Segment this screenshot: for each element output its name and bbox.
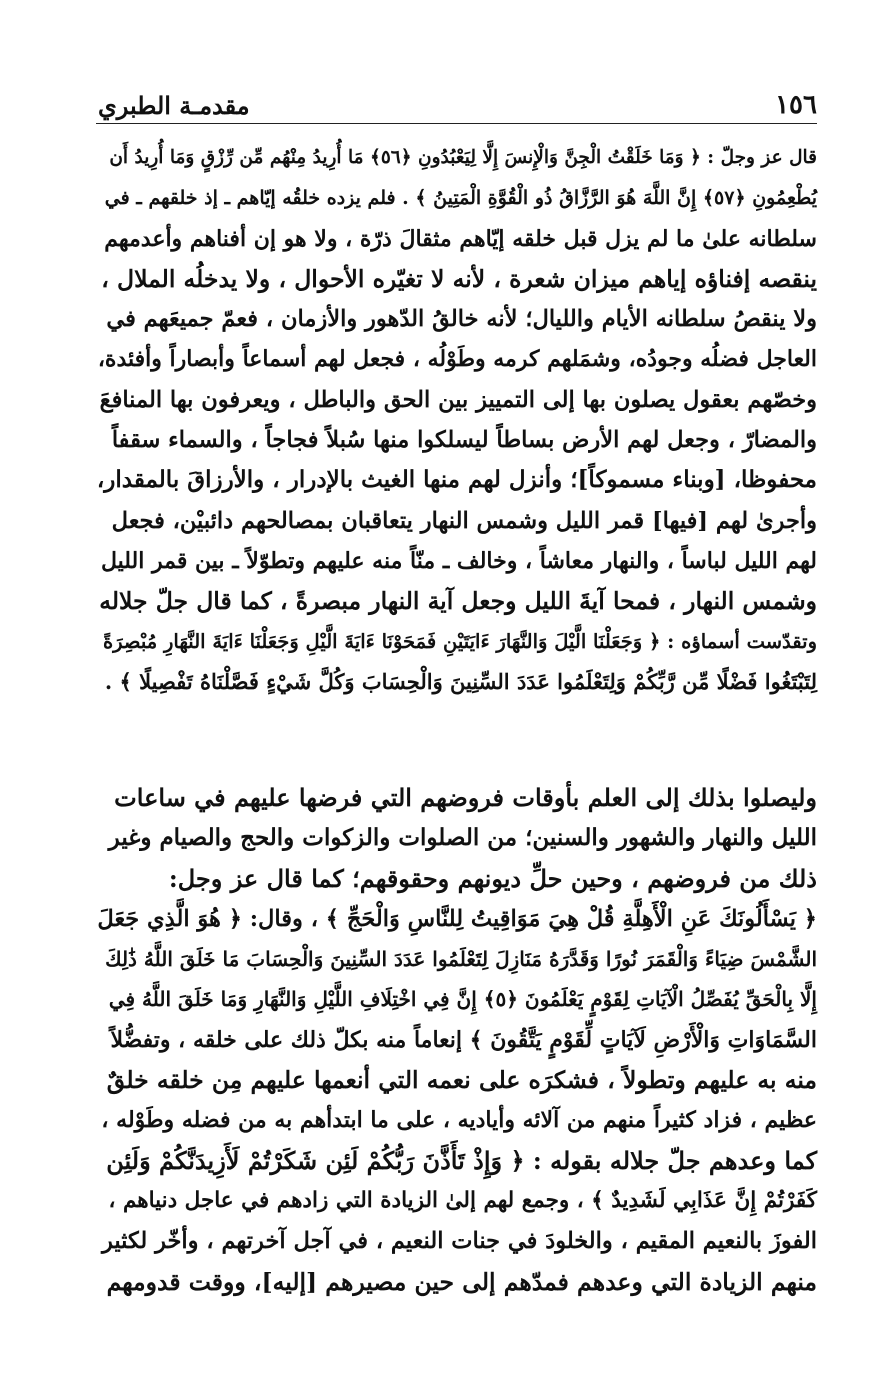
- page-header: [98, 80, 817, 120]
- text-line: ولا ينقصُ سلطانه الأيام والليال؛ لأنه خالقُ الدّهور والأزمان ، فعمّ جميعَهم في: [106, 306, 817, 333]
- text-line: محفوظا، [وبناء مسموكاً]؛ وأنزل لهم منها الغيث بالإدرار ، والأرزاقَ بالمقدار،: [96, 466, 817, 494]
- quran-verse-line: كما وعدهم جلّ جلاله بقوله : ﴿ وَإِذْ تَأَذَّنَ رَبُّكُمْ لَئِن شَكَرْتُمْ لَأَزِيدَنَّكُمْ وَلَئِن: [106, 1145, 817, 1175]
- quran-verse-line: الشَّمْسَ ضِيَاءً وَالْقَمَرَ نُورًا وَقَدَّرَهُ مَنَازِلَ لِتَعْلَمُوا عَدَدَ السِّنِينَ وَالْحِسَابَ مَا خَلَقَ اللَّهُ ذَٰلِكَ: [105, 947, 817, 972]
- text-line: عظيم ، فزاد كثيراً منهم من آلائه وأياديه ، على ما ابتدأهم به من فضله وطَوْله ،: [101, 1107, 817, 1134]
- quran-verse-line: ﴿ يَسْأَلُونَكَ عَنِ الْأَهِلَّةِ قُلْ هِيَ مَوَاقِيتُ لِلنَّاسِ وَالْحَجِّ ﴾ ، وقال: ﴿ هُوَ الَّذِي جَعَلَ: [97, 905, 817, 932]
- text-line: الفوزَ بالنعيم المقيم ، والخلودَ في جنات النعيم ، في آجل آخرتهم ، وأخّر لكثير: [101, 1228, 817, 1255]
- text-line: وشمس النهار ، فمحا آيةَ الليل وجعل آية النهار مبصرةً ، كما قال جلّ جلاله: [99, 587, 817, 616]
- text-line: وخصّهم بعقول يصلون بها إلى التمييز بين الحق والباطل ، ويعرفون بها المنافعَ: [99, 386, 817, 413]
- text-line: وأجرىٰ لهم [فيها] قمر الليل وشمس النهار يتعاقبان بمصالحهم دائبيْن، فجعل: [111, 507, 817, 534]
- text-line: منهم الزيادة التي وعدهم فمدّهم إلى حين مصيرهم [إليه]، ووقت قدومهم: [106, 1267, 817, 1296]
- text-line: وليصلوا بذلك إلى العلم بأوقات فروضهم التي فرضها عليهم في ساعات: [114, 783, 817, 812]
- quran-verse-line: لِتَبْتَغُوا فَضْلًا مِّن رَّبِّكُمْ وَلِتَعْلَمُوا عَدَدَ السِّنِينَ وَالْحِسَابَ وَكُلَّ شَيْءٍ فَصَّلْنَاهُ تَفْصِيلًا ﴾ .: [104, 668, 817, 694]
- running-title: مقدمـة الطبري: [98, 91, 250, 120]
- text-line: يُطْعِمُونِ ﴿٥٧﴾ إِنَّ اللَّهَ هُوَ الرَّزَّاقُ ذُو الْقُوَّةِ الْمَتِينُ ﴾ . فلم يزده خلقُه إيّاهم ـ إذ خلقهم ـ في: [104, 187, 817, 210]
- text-line: والمضارّ ، وجعل لهم الأرض بساطاً ليسلكوا منها سُبلاً فجاجاً ، والسماء سقفاً: [111, 427, 817, 454]
- text-line: قال عز وجلّ : ﴿ وَمَا خَلَقْتُ الْجِنَّ وَالْإِنسَ إِلَّا لِيَعْبُدُونِ ﴿٥٦﴾ مَا أُرِيدُ مِنْهُم مِّن رِّزْقٍ وَمَا أُرِيدُ أَن: [109, 147, 817, 168]
- quran-verse-line: إِلَّا بِالْحَقِّ يُفَصِّلُ الْآيَاتِ لِقَوْمٍ يَعْلَمُونَ ﴿٥﴾ إِنَّ فِي اخْتِلَافِ اللَّيْلِ وَالنَّهَارِ وَمَا خَلَقَ اللَّهُ فِي: [108, 987, 817, 1012]
- page-number: ١٥٦: [775, 90, 817, 120]
- text-line: سلطانه علىٰ ما لم يزل قبل خلقه إيّاهم مثقالَ ذرّة ، ولا هو إن أفناهم وأعدمهم: [104, 225, 817, 252]
- text-line: العاجل فضلُه وجودُه، وشمَلهم كرمه وطَوْلُه ، فجعل لهم أسماعاً وأبصاراً وأفئدة،: [97, 346, 817, 373]
- text-line: ينقصه إفناؤه إياهم ميزان شعرة ، لأنه لا تغيّره الأحوال ، ولا يدخلُه الملال ،: [101, 264, 817, 293]
- quran-verse-line: وتقدّست أسماؤه : ﴿ وَجَعَلْنَا الَّيْلَ وَالنَّهَارَ ءَايَتَيْنِ فَمَحَوْنَا ءَايَةَ الَّيْلِ وَجَعَلْنَا ءَايَةَ النَّهَارِ مُبْصِرَةً: [102, 629, 817, 653]
- paragraph-2: [97, 778, 817, 1302]
- header-rule: [96, 123, 817, 124]
- text-line: لهم الليل لباساً ، والنهار معاشاً ، وخالف ـ منّاً منه عليهم وتطوّلاً ـ بين قمر الليل: [100, 547, 817, 574]
- paragraph-1: [97, 138, 817, 702]
- text-line: منه به عليهم وتطولاً ، فشكرَه على نعمه التي أنعمها عليهم مِن خلقه خلقٌ: [106, 1066, 817, 1095]
- quran-verse-line: كَفَرْتُمْ إِنَّ عَذَابِي لَشَدِيدٌ ﴾ ، وجمع لهم إلىٰ الزيادة التي زادهم في عاجل دنياهم ،: [108, 1187, 817, 1213]
- quran-verse-line: السَّمَاوَاتِ وَالْأَرْضِ لَآيَاتٍ لِّقَوْمٍ يَتَّقُونَ ﴾ إنعاماً منه بكلّ ذلك على خلقه ، وتفضُّلاً: [110, 1026, 817, 1053]
- text-line: الليل والنهار والشهور والسنين؛ من الصلوات والزكوات والحج والصيام وغير: [108, 824, 817, 852]
- text-line: ذلك من فروضهم ، وحين حلِّ ديونهم وحقوقهم؛ كما قال عز وجل:: [168, 863, 817, 893]
